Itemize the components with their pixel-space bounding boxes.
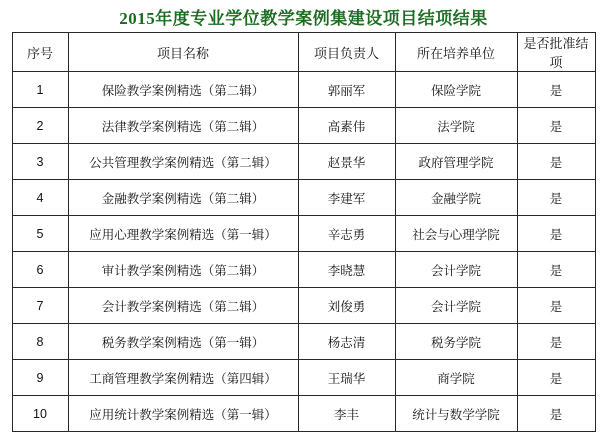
column-header-project-name: 项目名称 [68,33,298,72]
cell-unit: 政府管理学院 [395,144,517,180]
cell-leader: 刘俊勇 [298,288,395,324]
column-header-approved: 是否批准结项 [517,33,595,72]
cell-leader: 杨志清 [298,324,395,360]
cell-project-name: 金融教学案例精选（第二辑） [68,180,298,216]
column-header-leader: 项目负责人 [298,33,395,72]
table-row [12,72,595,108]
cell-project-name: 公共管理教学案例精选（第二辑） [68,144,298,180]
results-table [12,32,596,432]
table-row [12,108,595,144]
cell-project-name: 税务教学案例精选（第一辑） [68,324,298,360]
table-row [12,144,595,180]
title-row [0,0,607,32]
cell-project-name: 会计教学案例精选（第二辑） [68,288,298,324]
cell-leader: 李丰 [298,396,395,432]
table-row [12,288,595,324]
cell-unit: 金融学院 [395,180,517,216]
table-row [12,180,595,216]
cell-index: 3 [12,144,68,180]
column-header-index: 序号 [12,33,68,72]
cell-index: 9 [12,360,68,396]
cell-project-name: 应用心理教学案例精选（第一辑） [68,216,298,252]
cell-approved: 是 [517,288,595,324]
cell-index: 7 [12,288,68,324]
cell-leader: 赵景华 [298,144,395,180]
cell-leader: 李晓慧 [298,252,395,288]
cell-approved: 是 [517,216,595,252]
table-row [12,360,595,396]
cell-index: 8 [12,324,68,360]
table-row [12,396,595,432]
cell-project-name: 法律教学案例精选（第二辑） [68,108,298,144]
cell-leader: 王瑞华 [298,360,395,396]
cell-index: 1 [12,72,68,108]
cell-unit: 会计学院 [395,252,517,288]
cell-index: 2 [12,108,68,144]
cell-leader: 郭丽军 [298,72,395,108]
cell-unit: 社会与心理学院 [395,216,517,252]
cell-unit: 会计学院 [395,288,517,324]
table-header-row [12,33,595,72]
cell-index: 4 [12,180,68,216]
cell-leader: 辛志勇 [298,216,395,252]
cell-project-name: 应用统计教学案例精选（第一辑） [68,396,298,432]
cell-project-name: 保险教学案例精选（第二辑） [68,72,298,108]
cell-leader: 高素伟 [298,108,395,144]
cell-approved: 是 [517,144,595,180]
cell-index: 5 [12,216,68,252]
cell-project-name: 工商管理教学案例精选（第四辑） [68,360,298,396]
cell-project-name: 审计教学案例精选（第二辑） [68,252,298,288]
cell-unit: 保险学院 [395,72,517,108]
page-title: 2015年度专业学位教学案例集建设项目结项结果 [119,8,488,28]
table-row [12,324,595,360]
cell-approved: 是 [517,396,595,432]
cell-approved: 是 [517,108,595,144]
table-header [12,33,595,72]
cell-approved: 是 [517,360,595,396]
cell-index: 10 [12,396,68,432]
column-header-unit: 所在培养单位 [395,33,517,72]
cell-index: 6 [12,252,68,288]
cell-approved: 是 [517,252,595,288]
cell-approved: 是 [517,324,595,360]
cell-unit: 法学院 [395,108,517,144]
table-row [12,216,595,252]
table-row [12,252,595,288]
cell-leader: 李建军 [298,180,395,216]
cell-approved: 是 [517,180,595,216]
cell-unit: 统计与数学学院 [395,396,517,432]
cell-unit: 商学院 [395,360,517,396]
table-body [12,72,595,432]
cell-unit: 税务学院 [395,324,517,360]
cell-approved: 是 [517,72,595,108]
